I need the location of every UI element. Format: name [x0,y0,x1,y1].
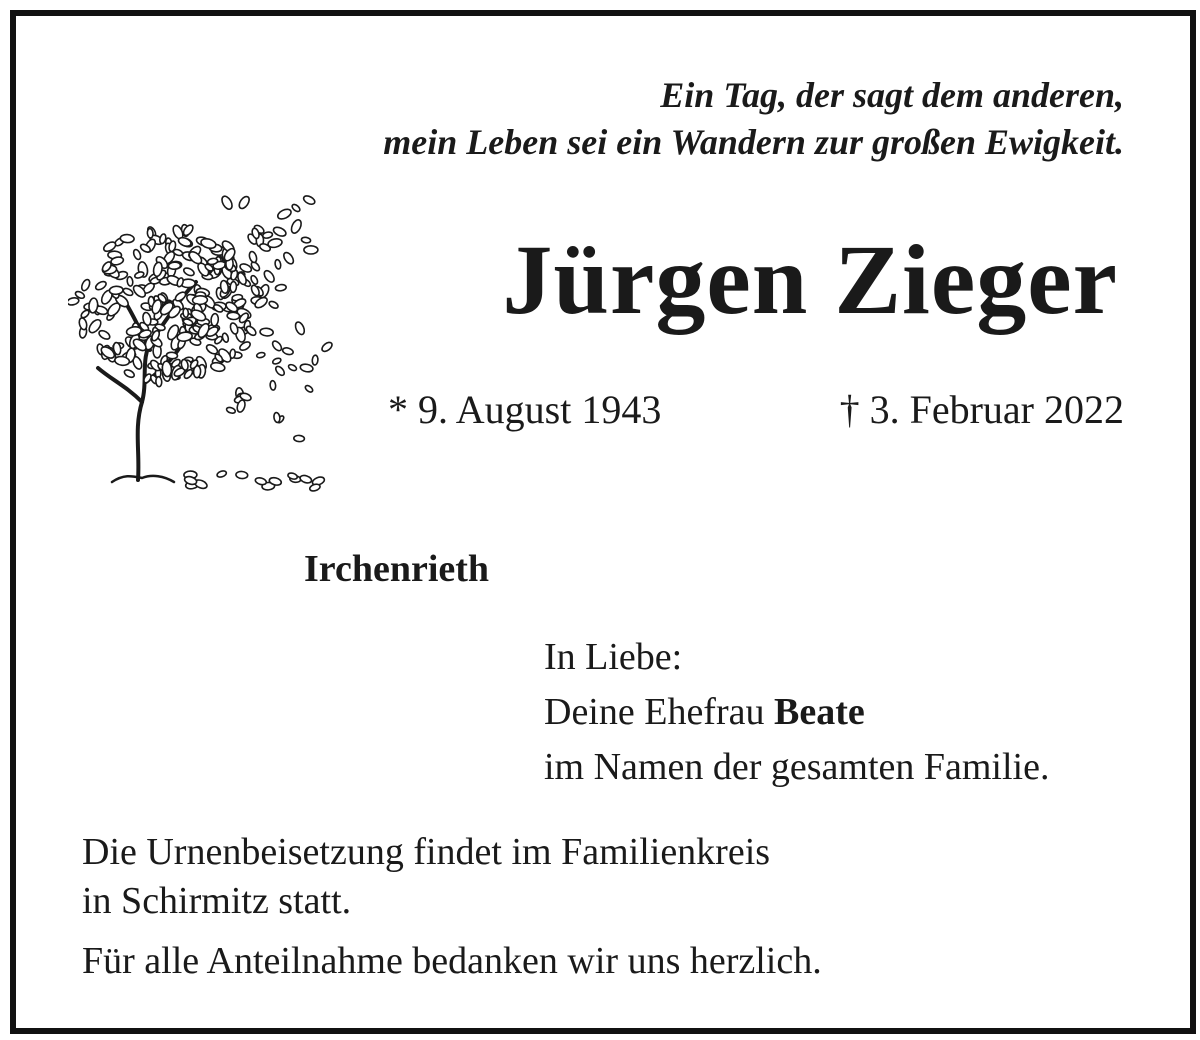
death-date: † 3. Februar 2022 [839,387,1124,432]
leaf [80,309,90,319]
leaf [98,329,112,341]
leaf [267,238,283,249]
leaf [200,237,217,250]
leaf [260,328,274,337]
motto-line-1: Ein Tag, der sagt dem anderen, [660,75,1124,115]
leaf [120,234,134,243]
tree-with-falling-leaves-icon [68,190,338,500]
leaf-cluster [68,194,334,492]
leaf [229,322,239,335]
residence-place: Irchenrieth [304,548,490,590]
leaf [156,377,162,387]
leaf [226,406,236,414]
leaf [272,357,282,365]
leaf [216,470,227,478]
motto-quote [124,72,1124,166]
leaf [183,267,196,278]
leaf [68,297,80,306]
leaf [274,259,281,269]
deceased-name: Jürgen Zieger [502,224,1118,335]
leaf [174,290,187,302]
leaf [272,226,287,238]
leaf [237,195,251,210]
leaf [262,269,276,284]
burial-notice-line-1: Die Urnenbeisetzung findet im Familienkreis [82,831,771,873]
leaf [227,312,240,320]
leaf [299,474,312,484]
leaf [273,412,280,423]
leaf [147,228,154,238]
leaf [183,308,189,317]
leaf [192,295,207,304]
spouse-name: Beate [774,691,865,733]
leaf [282,347,294,356]
spouse-prefix: Deine Ehefrau [544,691,774,733]
leaf [78,317,88,330]
leaf [270,380,276,390]
leaf [291,203,301,213]
signers-family: im Namen der gesamten Familie. [544,746,1050,788]
leaf [255,477,267,486]
leaf [287,472,298,480]
leaf [127,276,134,286]
leaf [210,362,226,373]
signers-block [544,630,1049,795]
leaf [134,271,145,279]
burial-notice-line-2: in Schirmitz statt. [82,880,352,922]
leaf [177,236,192,248]
leaf [220,195,234,211]
leaf [245,325,258,337]
leaf [122,287,134,297]
leaf [320,341,333,354]
leaf [80,278,91,292]
leaf [132,249,142,261]
leaf [236,471,248,479]
signers-spouse-line [544,685,1049,740]
leaf [309,483,321,492]
thanks-line: Für alle Anteilnahme bedanken wir uns herzlich. [82,940,822,982]
leaf [230,281,237,292]
leaf [294,321,306,336]
leaf [301,237,311,244]
leaf [304,246,318,254]
leaf [168,262,180,270]
leaf [312,355,318,365]
leaf [304,384,314,393]
leaf [211,313,219,326]
leaf [271,339,283,352]
leaf [282,251,295,266]
leaf [248,251,258,264]
signers-intro: In Liebe: [544,636,683,678]
burial-notice [82,828,770,926]
leaf [275,284,287,292]
leaf [268,300,279,310]
leaf [256,352,265,359]
leaf [302,194,316,206]
motto-line-2: mein Leben sei ein Wandern zur großen Ewigkeit. [383,122,1124,162]
leaf [290,218,304,234]
leaf [276,207,292,221]
leaf [294,435,305,442]
leaf [221,332,229,342]
leaf [300,363,314,373]
leaf [123,368,135,378]
obituary-frame [10,10,1196,1034]
leaf [250,284,261,297]
leaf [288,363,298,371]
leaf [94,280,107,292]
birth-date: * 9. August 1943 [388,387,662,432]
leaf [274,365,286,377]
leaf [109,286,123,295]
